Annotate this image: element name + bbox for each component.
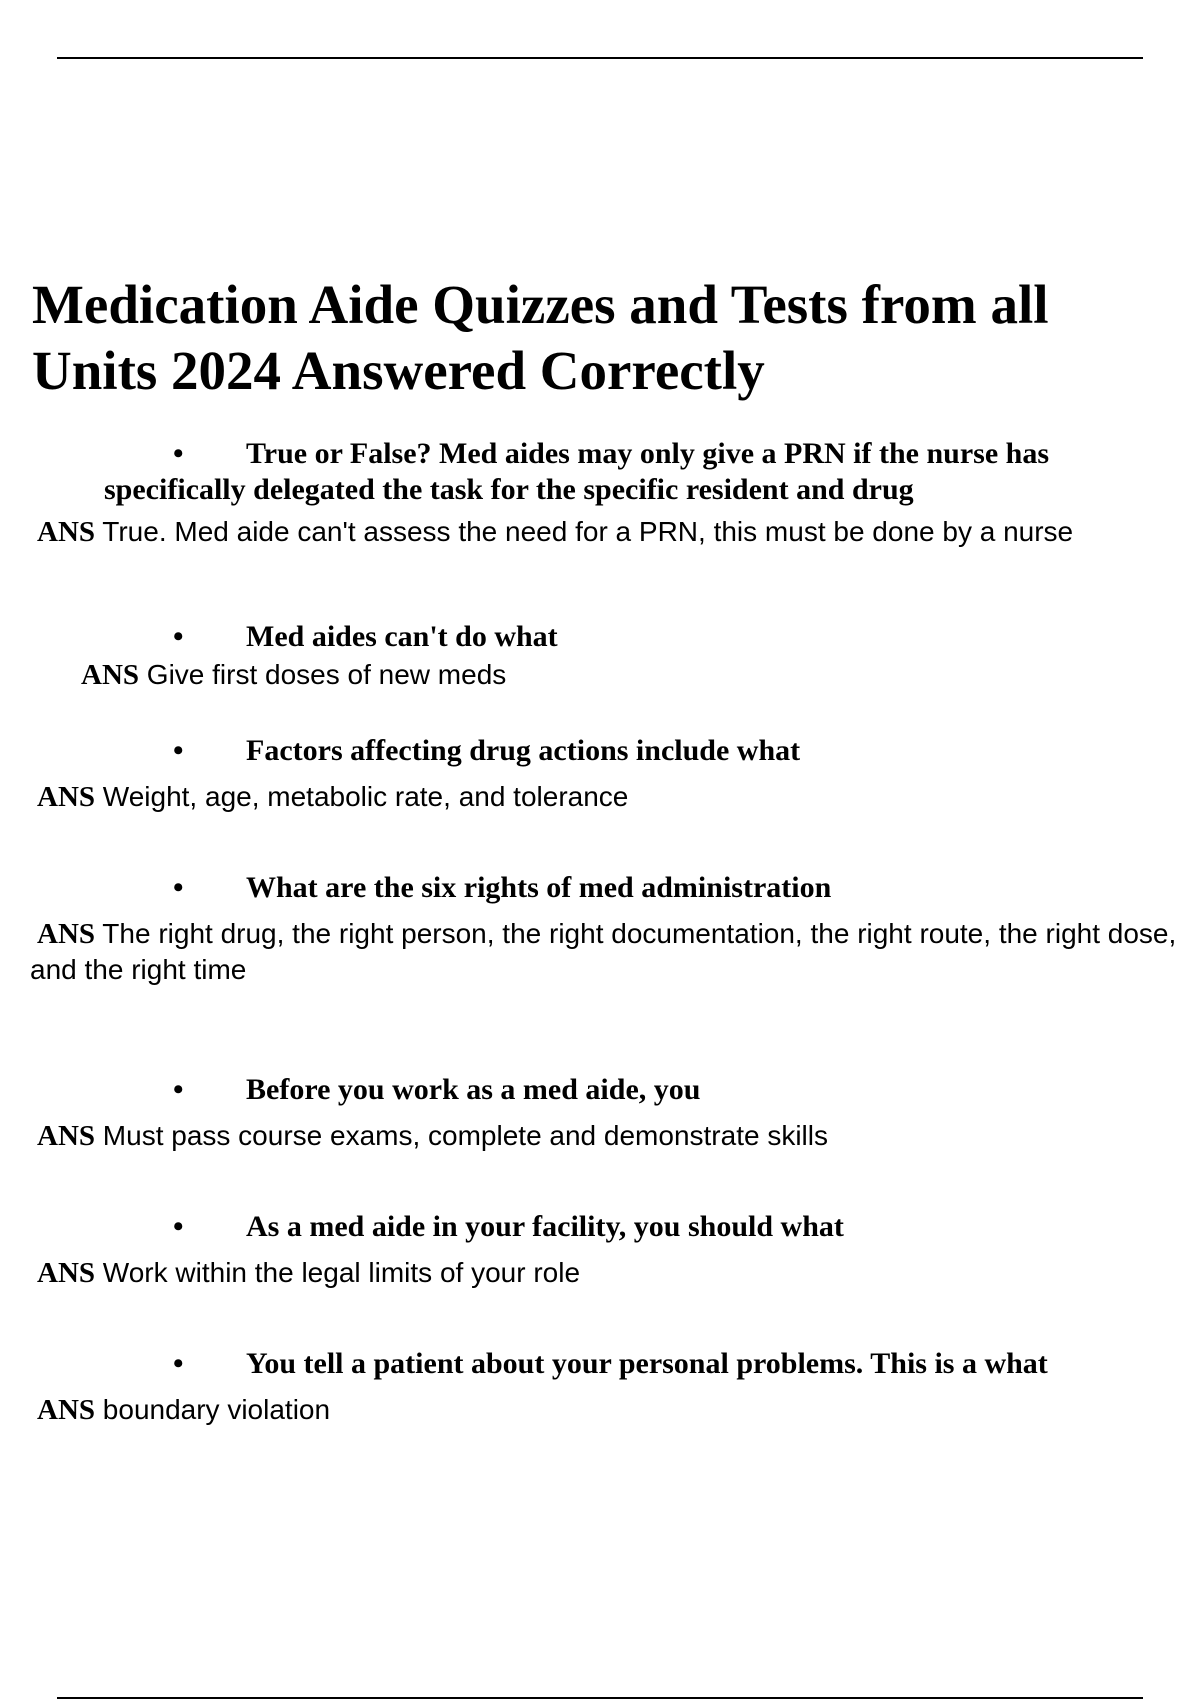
answer-label: ANS	[37, 1257, 96, 1289]
answer-text: True. Med aide can't assess the need for a PRN, this must be done by a nurse	[102, 516, 1074, 547]
question	[30, 733, 1190, 769]
bullet-icon: •	[173, 437, 184, 470]
qa-item	[30, 733, 1190, 815]
answer-label: ANS	[37, 516, 96, 548]
qa-item	[30, 870, 1190, 988]
question-text: What are the six rights of med administration	[246, 871, 832, 904]
question-text: Med aides can't do what	[246, 620, 558, 653]
answer-label: ANS	[37, 918, 96, 950]
qa-item	[30, 436, 1190, 550]
question	[30, 619, 1190, 655]
title-line-2: Units 2024 Answered Correctly	[32, 340, 765, 401]
answer-text: The right drug, the right person, the right documentation, the right route, the right dose, and the right time	[30, 918, 1177, 985]
answer-text: Must pass course exams, complete and demonstrate skills	[102, 1120, 828, 1151]
answer	[30, 657, 1190, 693]
answer	[30, 916, 1190, 988]
question	[30, 1072, 1190, 1108]
answer-text: boundary violation	[102, 1394, 331, 1425]
answer-label: ANS	[37, 781, 96, 813]
question	[30, 870, 1190, 906]
title-line-1: Medication Aide Quizzes and Tests from all	[32, 274, 1049, 335]
top-rule	[57, 57, 1143, 59]
answer	[30, 1392, 1190, 1428]
qa-item	[30, 1209, 1190, 1291]
bullet-icon: •	[173, 1347, 184, 1380]
question-text: As a med aide in your facility, you should what	[246, 1210, 844, 1243]
answer-text: Give first doses of new meds	[146, 659, 507, 690]
bullet-icon: •	[173, 1210, 184, 1243]
answer-label: ANS	[37, 1394, 96, 1426]
question	[30, 1346, 1190, 1382]
answer-label: ANS	[37, 1120, 96, 1152]
question-text: True or False? Med aides may only give a PRN if the nurse has specifically delegated the task for the specific resident and drug	[104, 437, 1050, 506]
answer	[30, 514, 1190, 550]
qa-item	[30, 1346, 1190, 1428]
answer	[30, 779, 1190, 815]
bullet-icon: •	[173, 871, 184, 904]
question-text: You tell a patient about your personal problems. This is a what	[246, 1347, 1048, 1380]
qa-item	[30, 619, 1190, 693]
question-text: Before you work as a med aide, you	[246, 1073, 701, 1106]
bullet-icon: •	[173, 1073, 184, 1106]
qa-item	[30, 1072, 1190, 1154]
bullet-icon: •	[173, 734, 184, 767]
answer	[30, 1255, 1190, 1291]
document-title	[32, 272, 1162, 404]
answer	[30, 1118, 1190, 1154]
question-text: Factors affecting drug actions include what	[246, 734, 801, 767]
question	[30, 1209, 1190, 1245]
answer-text: Work within the legal limits of your role	[102, 1257, 581, 1288]
answer-text: Weight, age, metabolic rate, and tolerance	[102, 781, 629, 812]
bullet-icon: •	[173, 620, 184, 653]
bottom-rule	[57, 1697, 1143, 1699]
question	[30, 436, 1190, 508]
answer-label: ANS	[81, 659, 140, 691]
